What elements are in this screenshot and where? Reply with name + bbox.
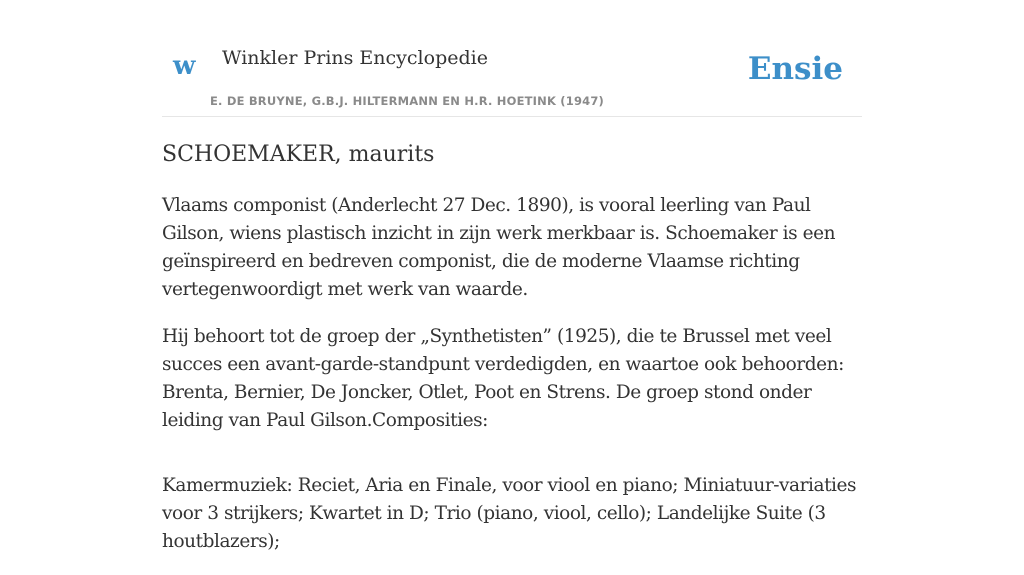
- source-title-link[interactable]: Winkler Prins Encyclopedie: [222, 47, 488, 69]
- source-authors: E. DE BRUYNE, G.B.J. HILTERMANN EN H.R. HOETINK (1947): [210, 94, 605, 108]
- entry-paragraph: Vlaams componist (Anderlecht 27 Dec. 1890), is vooral leerling van Paul Gilson, wiens plastisch inzicht in zijn werk merkbaar is. Schoemaker is een geïnspireerd en bedreven componist, die de moderne Vlaamse richting vertegenwoordigt met werk van waarde.: [162, 195, 836, 300]
- entry-body: [162, 192, 866, 575]
- source-logo[interactable]: w: [173, 51, 196, 81]
- ensie-logo[interactable]: Ensie: [747, 51, 843, 87]
- entry-paragraph: Hij behoort tot de groep der „Synthetisten” (1925), die te Brussel met veel succes een avant-garde-standpunt verdedigden, en waartoe ook behoorden: Brenta, Bernier, De Joncker, Otlet, Poot en Strens. De groep stond onder leiding van Paul Gilson.Composities:: [162, 326, 844, 431]
- entry-paragraph: Kamermuziek: Reciet, Aria en Finale, voor viool en piano; Miniatuur-variaties voor 3 strijkers; Kwartet in D; Trio (piano, viool, cello); Landelijke Suite (3 houtblazers);: [162, 475, 857, 552]
- entry-title: SCHOEMAKER, maurits: [162, 142, 435, 167]
- source-header: [162, 0, 862, 117]
